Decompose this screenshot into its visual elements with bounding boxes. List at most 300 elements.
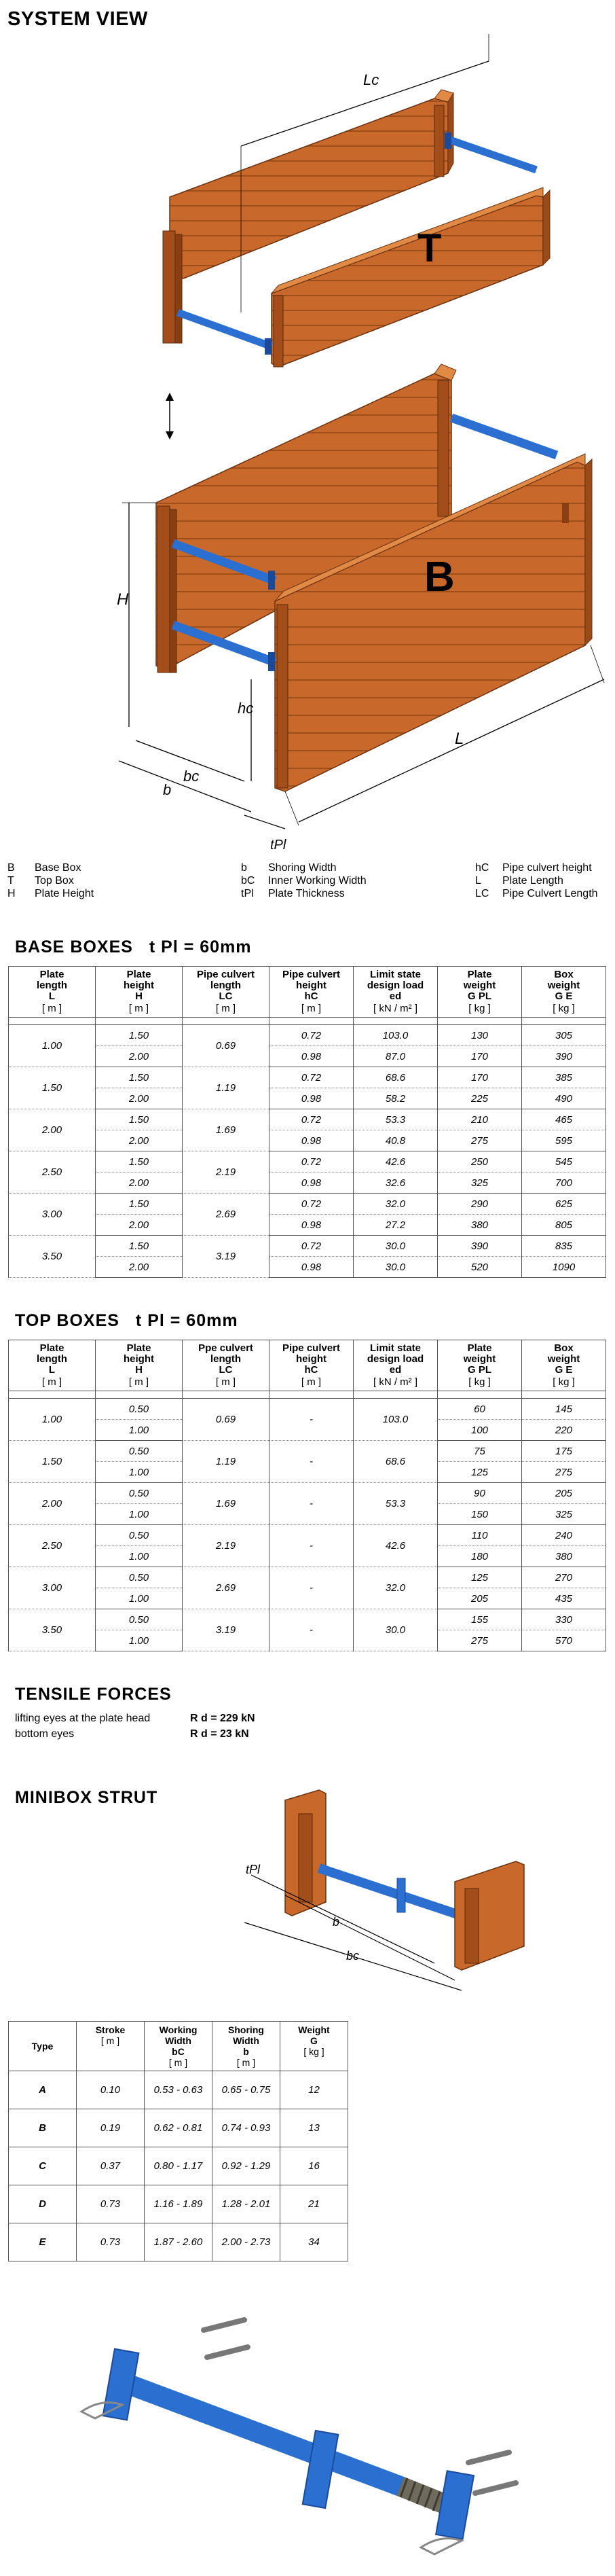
plate-weight-cell: 75: [438, 1441, 522, 1462]
top-boxes-thickness: t Pl = 60mm: [135, 1311, 238, 1330]
plate-weight-cell: 110: [438, 1525, 522, 1546]
top_boxes-header-3: [269, 1340, 354, 1391]
legend-col-3: [475, 861, 598, 900]
header-line: Box: [554, 1342, 574, 1354]
shoring-width-cell: 0.92 - 1.29: [212, 2147, 280, 2185]
plate-height-cell: 0.50: [96, 1609, 183, 1630]
header-unit: [ kg ]: [553, 1003, 575, 1014]
header-unit: [ m ]: [41, 1003, 62, 1014]
design-load-cell: 58.2: [354, 1088, 438, 1109]
box-weight-cell: 325: [522, 1504, 606, 1525]
plate-height-cell: 0.50: [96, 1441, 183, 1462]
plate-weight-cell: 90: [438, 1483, 522, 1504]
weight-cell: 12: [280, 2071, 348, 2109]
header-line: Pipe culvert: [282, 969, 341, 980]
base_boxes-header-4: [354, 967, 438, 1018]
design-load-cell: 32.6: [354, 1173, 438, 1194]
box-weight-cell: 835: [522, 1236, 606, 1257]
base-box-label: B: [424, 554, 455, 601]
header-line: design load: [367, 980, 424, 991]
spacer-cell: [438, 1391, 522, 1399]
table-row: [9, 1130, 606, 1151]
strut-b-label: b: [333, 1915, 340, 1929]
spacer-cell: [9, 1391, 96, 1399]
plate-length-cell: 3.50: [9, 1236, 96, 1278]
table-row: [9, 1173, 606, 1194]
plate-length-cell: 2.50: [9, 1525, 96, 1567]
spacer-cell: [522, 1018, 606, 1025]
box-weight-cell: 1090: [522, 1257, 606, 1278]
header-line: Weight: [298, 2024, 330, 2035]
table-row: [9, 2071, 348, 2109]
box-weight-cell: 240: [522, 1525, 606, 1546]
design-load-cell: 53.3: [354, 1483, 438, 1525]
box-weight-cell: 805: [522, 1215, 606, 1236]
header-symbol: bC: [172, 2046, 185, 2057]
spacer-cell: [183, 1391, 269, 1399]
top_boxes-header-4: [354, 1340, 438, 1391]
plate-height-cell: 1.50: [96, 1067, 183, 1088]
plate-length-cell: 1.50: [9, 1441, 96, 1483]
top-box: [163, 90, 550, 367]
legend-key: L: [475, 875, 481, 887]
top_boxes-header-0: [9, 1340, 96, 1391]
base-boxes-heading: BASE BOXES: [15, 937, 133, 956]
plate-length-cell: 1.00: [9, 1025, 96, 1067]
pipe-culvert-height-cell: 0.72: [269, 1109, 354, 1130]
plate-length-cell: 1.00: [9, 1399, 96, 1441]
plate-weight-cell: 170: [438, 1067, 522, 1088]
hc-label: hc: [238, 700, 254, 717]
design-load-cell: 42.6: [354, 1151, 438, 1173]
box-weight-cell: 220: [522, 1420, 606, 1441]
header-symbol: LC: [219, 990, 233, 1002]
legend-key: LC: [475, 888, 489, 899]
legend-col-2: [241, 861, 367, 900]
table-row: [9, 2147, 348, 2185]
header-line: Box: [554, 969, 574, 980]
plate-weight-cell: 380: [438, 1215, 522, 1236]
pipe-culvert-length-cell: 0.69: [183, 1399, 269, 1441]
minibox-strut-table: [8, 2021, 348, 2261]
header-line: weight: [547, 980, 580, 991]
spacer-row: [9, 1391, 606, 1399]
plate-length-cell: 3.00: [9, 1194, 96, 1236]
minibox-strut-title: MINIBOX STRUT: [15, 1788, 158, 1807]
plate-height-cell: 1.00: [96, 1504, 183, 1525]
header-unit: [ m ]: [301, 1003, 322, 1014]
plate-weight-cell: 275: [438, 1130, 522, 1151]
spacer-cell: [354, 1018, 438, 1025]
design-load-cell: 30.0: [354, 1257, 438, 1278]
minibox_strut-header-3: [212, 2022, 280, 2071]
legend-key: bC: [241, 875, 255, 887]
header-symbol: b: [243, 2046, 249, 2057]
header-unit: [ m ]: [41, 1376, 62, 1388]
plate-height-cell: 0.50: [96, 1483, 183, 1504]
stroke-cell: 0.10: [77, 2071, 145, 2109]
header-line: Limit state: [369, 1342, 421, 1354]
stroke-cell: 0.73: [77, 2185, 145, 2223]
base-boxes-table: [8, 966, 606, 1278]
tpl-label: tPl: [270, 838, 286, 853]
weight-cell: 16: [280, 2147, 348, 2185]
box-weight-cell: 385: [522, 1067, 606, 1088]
header-unit: [ kN / m² ]: [373, 1003, 417, 1014]
header-unit: [ kg ]: [553, 1376, 575, 1388]
pipe-culvert-height-cell: 0.72: [269, 1151, 354, 1173]
plate-height-cell: 0.50: [96, 1567, 183, 1588]
plate-weight-cell: 325: [438, 1173, 522, 1194]
header-line: Width: [165, 2035, 191, 2046]
plate-weight-cell: 520: [438, 1257, 522, 1278]
table-row: [9, 1609, 606, 1630]
plate-height-cell: 1.50: [96, 1194, 183, 1215]
box-weight-cell: 205: [522, 1483, 606, 1504]
pipe-culvert-height-cell: 0.98: [269, 1173, 354, 1194]
shoring-width-cell: 1.28 - 2.01: [212, 2185, 280, 2223]
tensile-forces-title: TENSILE FORCES: [15, 1685, 172, 1704]
plate-weight-cell: 125: [438, 1567, 522, 1588]
table-header-row: [9, 967, 606, 1018]
header-symbol: hC: [304, 990, 318, 1002]
spacer-cell: [183, 1018, 269, 1025]
legend-value: Shoring Width: [268, 862, 337, 874]
box-weight-cell: 175: [522, 1441, 606, 1462]
spacer-cell: [522, 1391, 606, 1399]
working-width-cell: 0.62 - 0.81: [145, 2109, 212, 2147]
plate-height-cell: 1.50: [96, 1236, 183, 1257]
pipe-culvert-length-cell: 2.69: [183, 1194, 269, 1236]
header-symbol: hC: [304, 1364, 318, 1376]
header-line: length: [210, 1353, 241, 1365]
plate-weight-cell: 205: [438, 1588, 522, 1609]
legend-key: hC: [475, 862, 489, 874]
legend-key: B: [7, 862, 15, 874]
header-line: Limit state: [369, 969, 421, 980]
shoring-width-cell: 0.65 - 0.75: [212, 2071, 280, 2109]
pipe-culvert-height-cell: 0.98: [269, 1257, 354, 1278]
box-weight-cell: 465: [522, 1109, 606, 1130]
table-row: [9, 2223, 348, 2261]
pipe-culvert-length-cell: 1.19: [183, 1067, 269, 1109]
type-cell: A: [9, 2071, 77, 2109]
minibox_strut-header-1: [77, 2022, 145, 2071]
header-line: Ppe culvert: [198, 1342, 253, 1354]
table-row: [9, 1151, 606, 1173]
plate-weight-cell: 275: [438, 1630, 522, 1651]
header-symbol: L: [48, 990, 56, 1002]
spacer-cell: [438, 1018, 522, 1025]
legend-col-1: [7, 861, 94, 900]
table-row: [9, 1046, 606, 1067]
plate-weight-cell: 210: [438, 1109, 522, 1130]
header-symbol: ed: [389, 1364, 402, 1376]
plate-weight-cell: 290: [438, 1194, 522, 1215]
pipe-culvert-height-cell: -: [269, 1399, 354, 1441]
header-symbol: ed: [389, 990, 402, 1002]
type-cell: D: [9, 2185, 77, 2223]
box-weight-cell: 275: [522, 1462, 606, 1483]
header-line: height: [124, 980, 154, 991]
h-label: H: [117, 590, 129, 609]
system-view-diagram: [0, 27, 615, 863]
base_boxes-header-0: [9, 967, 96, 1018]
legend-value: Plate Length: [502, 875, 563, 887]
box-weight-cell: 435: [522, 1588, 606, 1609]
legend-value: Inner Working Width: [268, 875, 367, 887]
plate-length-cell: 2.50: [9, 1151, 96, 1194]
header-unit: [ m ]: [301, 1376, 322, 1388]
top-boxes-table: [8, 1340, 606, 1651]
box-weight-cell: 570: [522, 1630, 606, 1651]
pipe-culvert-height-cell: 0.72: [269, 1194, 354, 1215]
pipe-culvert-length-cell: 2.19: [183, 1525, 269, 1567]
page-title: SYSTEM VIEW: [7, 8, 148, 30]
plate-height-cell: 1.00: [96, 1546, 183, 1567]
plate-weight-cell: 60: [438, 1399, 522, 1420]
header-symbol: L: [48, 1364, 56, 1376]
pipe-culvert-length-cell: 0.69: [183, 1025, 269, 1067]
header-line: length: [37, 1353, 67, 1365]
minibox_strut-header-4: [280, 2022, 348, 2071]
legend-value: Top Box: [35, 875, 74, 887]
table-header-row: [9, 1340, 606, 1391]
legend-value: Plate Thickness: [268, 888, 345, 899]
top-box-label: T: [417, 226, 442, 270]
plate-length-cell: 2.00: [9, 1483, 96, 1525]
header-line: weight: [547, 1353, 580, 1365]
header-unit: [ m ]: [215, 1376, 236, 1388]
header-unit: [ m ]: [215, 1003, 236, 1014]
header-line: length: [210, 980, 241, 991]
plate-height-cell: 1.00: [96, 1588, 183, 1609]
bc-label: bc: [183, 768, 200, 785]
plate-length-cell: 1.50: [9, 1067, 96, 1109]
top-boxes-heading: TOP BOXES: [15, 1311, 119, 1330]
plate-height-cell: 1.50: [96, 1025, 183, 1046]
working-width-cell: 0.53 - 0.63: [145, 2071, 212, 2109]
header-line: Pipe culvert: [282, 1342, 341, 1354]
minibox-strut-diagram: [231, 1787, 550, 2018]
box-weight-cell: 380: [522, 1546, 606, 1567]
table-row: [9, 1067, 606, 1088]
table-row: [9, 1399, 606, 1420]
tensile-label: lifting eyes at the plate head: [15, 1713, 151, 1724]
plate-length-cell: 2.00: [9, 1109, 96, 1151]
header-unit: [ kg ]: [468, 1003, 491, 1014]
l-label: L: [455, 730, 464, 748]
plate-height-cell: 2.00: [96, 1173, 183, 1194]
working-width-cell: 1.87 - 2.60: [145, 2223, 212, 2261]
design-load-cell: 42.6: [354, 1525, 438, 1567]
table-row: [9, 1257, 606, 1278]
top-boxes-title: [15, 1311, 238, 1331]
plate-height-cell: 1.50: [96, 1151, 183, 1173]
header-symbol: G E: [555, 990, 573, 1002]
header-line: Stroke: [95, 2024, 126, 2035]
pipe-culvert-length-cell: 2.69: [183, 1567, 269, 1609]
pipe-culvert-height-cell: 0.72: [269, 1067, 354, 1088]
top_boxes-header-6: [522, 1340, 606, 1391]
weight-cell: 34: [280, 2223, 348, 2261]
pipe-culvert-height-cell: 0.98: [269, 1088, 354, 1109]
spacer-cell: [269, 1018, 354, 1025]
spacer-cell: [354, 1391, 438, 1399]
lc-label: Lc: [363, 71, 379, 88]
minibox_strut-header-0: [9, 2022, 77, 2071]
header-unit: [ m ]: [128, 1376, 149, 1388]
tensile-value: R d = 229 kN: [190, 1713, 255, 1724]
pipe-culvert-height-cell: 0.98: [269, 1046, 354, 1067]
plate-height-cell: 1.50: [96, 1109, 183, 1130]
pipe-culvert-length-cell: 3.19: [183, 1236, 269, 1278]
base-box: [156, 364, 592, 791]
table-row: [9, 1567, 606, 1588]
plate-length-cell: 3.00: [9, 1567, 96, 1609]
pipe-culvert-height-cell: -: [269, 1483, 354, 1525]
table-row: [9, 1215, 606, 1236]
top_boxes-header-2: [183, 1340, 269, 1391]
box-weight-cell: 490: [522, 1088, 606, 1109]
legend-value: Base Box: [35, 862, 81, 874]
plate-length-cell: 3.50: [9, 1609, 96, 1651]
plate-weight-cell: 155: [438, 1609, 522, 1630]
type-cell: B: [9, 2109, 77, 2147]
header-unit: [ m ]: [168, 2057, 188, 2068]
pipe-culvert-length-cell: 2.19: [183, 1151, 269, 1194]
base-boxes-title: [15, 937, 252, 957]
type-cell: E: [9, 2223, 77, 2261]
legend-value: Pipe culvert height: [502, 862, 592, 874]
header-symbol: LC: [219, 1364, 233, 1376]
plate-height-cell: 1.00: [96, 1462, 183, 1483]
header-line: weight: [463, 980, 496, 991]
spacer-cell: [269, 1391, 354, 1399]
box-weight-cell: 145: [522, 1399, 606, 1420]
base_boxes-header-2: [183, 967, 269, 1018]
design-load-cell: 30.0: [354, 1609, 438, 1651]
legend-key: tPl: [241, 888, 254, 899]
plate-weight-cell: 180: [438, 1546, 522, 1567]
header-unit: [ kg ]: [468, 1376, 491, 1388]
header-unit: [ m ]: [236, 2057, 256, 2068]
design-load-cell: 32.0: [354, 1194, 438, 1215]
plate-height-cell: 0.50: [96, 1399, 183, 1420]
design-load-cell: 30.0: [354, 1236, 438, 1257]
plate-height-cell: 1.00: [96, 1420, 183, 1441]
minibox_strut-header-2: [145, 2022, 212, 2071]
base_boxes-header-5: [438, 967, 522, 1018]
plate-weight-cell: 130: [438, 1025, 522, 1046]
pipe-culvert-height-cell: 0.98: [269, 1215, 354, 1236]
box-weight-cell: 545: [522, 1151, 606, 1173]
legend-value: Pipe Culvert Length: [502, 888, 598, 899]
top_boxes-header-5: [438, 1340, 522, 1391]
base-boxes-thickness: t Pl = 60mm: [149, 937, 252, 956]
header-symbol: G E: [555, 1364, 573, 1376]
table-row: [9, 1025, 606, 1046]
header-line: Plate: [39, 1342, 64, 1354]
table-row: [9, 2185, 348, 2223]
pipe-culvert-height-cell: -: [269, 1609, 354, 1651]
pipe-culvert-length-cell: 1.69: [183, 1483, 269, 1525]
header-unit: [ kg ]: [303, 2046, 324, 2057]
plate-weight-cell: 250: [438, 1151, 522, 1173]
header-unit: [ m ]: [128, 1003, 149, 1014]
spacer-cell: [96, 1391, 183, 1399]
legend-value: Plate Height: [35, 888, 94, 899]
header-symbol: H: [135, 990, 143, 1002]
strut-tpl-label: tPl: [246, 1863, 261, 1876]
plate-weight-cell: 150: [438, 1504, 522, 1525]
pipe-culvert-height-cell: -: [269, 1525, 354, 1567]
spacer-cell: [9, 1018, 96, 1025]
working-width-cell: 1.16 - 1.89: [145, 2185, 212, 2223]
design-load-cell: 103.0: [354, 1399, 438, 1441]
weight-cell: 21: [280, 2185, 348, 2223]
box-weight-cell: 330: [522, 1609, 606, 1630]
header-line: weight: [463, 1353, 496, 1365]
design-load-cell: 53.3: [354, 1109, 438, 1130]
plate-height-cell: 2.00: [96, 1257, 183, 1278]
header-line: Type: [31, 2041, 54, 2052]
design-load-cell: 68.6: [354, 1067, 438, 1088]
pipe-culvert-length-cell: 3.19: [183, 1609, 269, 1651]
design-load-cell: 68.6: [354, 1441, 438, 1483]
base_boxes-header-6: [522, 967, 606, 1018]
header-line: Plate: [126, 969, 151, 980]
plate-weight-cell: 390: [438, 1236, 522, 1257]
header-symbol: H: [135, 1364, 143, 1376]
plate-height-cell: 1.00: [96, 1630, 183, 1651]
header-line: Width: [233, 2035, 259, 2046]
header-unit: [ m ]: [100, 2035, 120, 2046]
stroke-cell: 0.73: [77, 2223, 145, 2261]
pipe-culvert-length-cell: 1.19: [183, 1441, 269, 1483]
b-label: b: [163, 781, 172, 798]
table-row: [9, 1194, 606, 1215]
design-load-cell: 40.8: [354, 1130, 438, 1151]
header-line: Plate: [467, 969, 492, 980]
header-line: length: [37, 980, 67, 991]
header-unit: [ kN / m² ]: [373, 1376, 417, 1388]
header-line: Plate: [467, 1342, 492, 1354]
spacer-row: [9, 1018, 606, 1025]
box-weight-cell: 305: [522, 1025, 606, 1046]
lift-arrow: [166, 393, 174, 440]
pipe-culvert-height-cell: -: [269, 1567, 354, 1609]
plate-weight-cell: 225: [438, 1088, 522, 1109]
stroke-cell: 0.19: [77, 2109, 145, 2147]
pipe-culvert-length-cell: 1.69: [183, 1109, 269, 1151]
legend-key: b: [241, 862, 247, 874]
header-symbol: G: [310, 2035, 318, 2046]
strut-illustration: [68, 2289, 543, 2568]
base_boxes-header-1: [96, 967, 183, 1018]
pipe-culvert-height-cell: 0.72: [269, 1025, 354, 1046]
tensile-value: R d = 23 kN: [190, 1728, 249, 1740]
table-row: [9, 1109, 606, 1130]
plate-height-cell: 2.00: [96, 1215, 183, 1236]
plate-height-cell: 2.00: [96, 1046, 183, 1067]
type-cell: C: [9, 2147, 77, 2185]
header-line: height: [124, 1353, 154, 1365]
stroke-cell: 0.37: [77, 2147, 145, 2185]
tensile-label: bottom eyes: [15, 1728, 75, 1740]
header-symbol: G PL: [467, 990, 491, 1002]
table-row: [9, 1525, 606, 1546]
